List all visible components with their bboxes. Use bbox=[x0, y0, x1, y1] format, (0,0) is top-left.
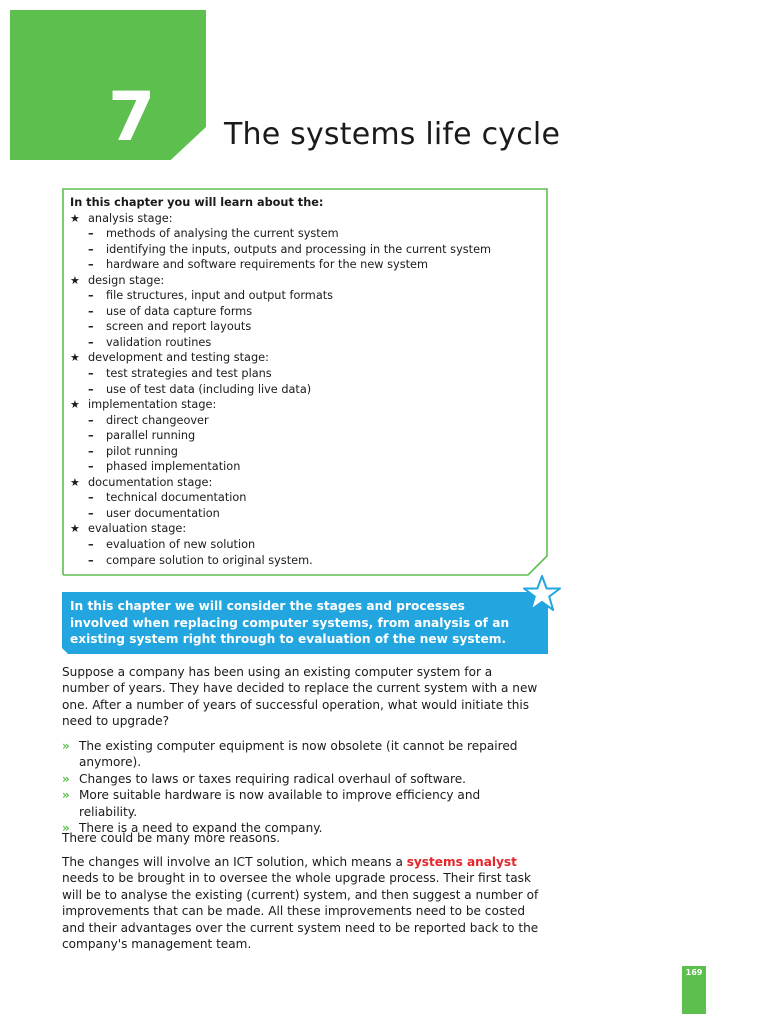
dash-bullet: – bbox=[88, 506, 94, 520]
dash-bullet: – bbox=[88, 491, 94, 505]
reason-list bbox=[62, 738, 542, 836]
dash-bullet: – bbox=[88, 227, 94, 241]
stage-item bbox=[70, 397, 540, 413]
dash-bullet: – bbox=[88, 242, 94, 256]
stage-item bbox=[70, 521, 540, 537]
subitem-text: user documentation bbox=[106, 506, 220, 520]
subitem-text: file structures, input and output formats bbox=[106, 289, 334, 303]
subitem-text: screen and report layouts bbox=[106, 320, 252, 334]
subitem-text: compare solution to original system. bbox=[106, 553, 313, 567]
stage-label: analysis stage: bbox=[88, 211, 173, 225]
reason-item bbox=[62, 771, 542, 787]
dash-bullet: – bbox=[88, 335, 94, 349]
subitem-text: test strategies and test plans bbox=[106, 367, 272, 381]
dash-bullet: – bbox=[88, 460, 94, 474]
paragraph-more-reasons: There could be many more reasons. bbox=[62, 831, 281, 845]
stage-label: design stage: bbox=[88, 273, 165, 287]
stage-subitem bbox=[70, 242, 540, 258]
learn-heading: In this chapter you will learn about the: bbox=[70, 196, 324, 209]
chapter-number: 7 bbox=[108, 78, 156, 157]
stage-subitem bbox=[70, 257, 540, 273]
double-chevron-icon: » bbox=[62, 821, 70, 836]
stage-label: documentation stage: bbox=[88, 475, 213, 489]
star-icon: ★ bbox=[70, 273, 80, 287]
double-chevron-icon: » bbox=[62, 788, 70, 803]
stage-label: evaluation stage: bbox=[88, 522, 187, 536]
subitem-text: use of data capture forms bbox=[106, 304, 253, 318]
subitem-text: parallel running bbox=[106, 429, 196, 443]
stage-subitem bbox=[70, 319, 540, 335]
dash-bullet: – bbox=[88, 320, 94, 334]
reason-text: There is a need to expand the company. bbox=[79, 821, 323, 836]
stage-subitem bbox=[70, 304, 540, 320]
stage-subitem bbox=[70, 444, 540, 460]
stage-list bbox=[70, 211, 540, 569]
p3-after: needs to be brought in to oversee the whole upgrade process. Their first task will be to analyse the existing (current) system, and then suggest a number of improvements that can be made. All these improvements need to be costed and their advantages over the current system need to be reported back to the company's management team. bbox=[62, 871, 539, 952]
stage-subitem bbox=[70, 506, 540, 522]
stage-label: development and testing stage: bbox=[88, 351, 269, 365]
subitem-text: evaluation of new solution bbox=[106, 538, 256, 552]
stage-subitem bbox=[70, 490, 540, 506]
stage-subitem bbox=[70, 366, 540, 382]
stage-subitem bbox=[70, 537, 540, 553]
reason-text: More suitable hardware is now available to improve efficiency and reliability. bbox=[79, 788, 481, 819]
dash-bullet: – bbox=[88, 444, 94, 458]
paragraph-intro: Suppose a company has been using an existing computer system for a number of years. They have decided to replace the current system with a new one. After a number of years of successful operation, what would initiate this need to upgrade? bbox=[62, 665, 538, 729]
stage-label: implementation stage: bbox=[88, 398, 217, 412]
star-outline-icon bbox=[522, 574, 562, 614]
stage-item bbox=[70, 273, 540, 289]
subitem-text: technical documentation bbox=[106, 491, 247, 505]
dash-bullet: – bbox=[88, 258, 94, 272]
stage-item bbox=[70, 211, 540, 227]
stage-item bbox=[70, 475, 540, 491]
dash-bullet: – bbox=[88, 413, 94, 427]
subitem-text: identifying the inputs, outputs and processing in the current system bbox=[106, 242, 492, 256]
stage-subitem bbox=[70, 459, 540, 475]
double-chevron-icon: » bbox=[62, 771, 70, 786]
learn-box bbox=[70, 195, 540, 568]
p3-before: The changes will involve an ICT solution, which means a bbox=[62, 855, 407, 869]
reason-text: Changes to laws or taxes requiring radical overhaul of software. bbox=[79, 771, 467, 786]
subitem-text: validation routines bbox=[106, 335, 212, 349]
chapter-title: The systems life cycle bbox=[224, 117, 561, 152]
star-icon: ★ bbox=[70, 211, 80, 225]
stage-subitem bbox=[70, 428, 540, 444]
dash-bullet: – bbox=[88, 382, 94, 396]
stage-subitem bbox=[70, 382, 540, 398]
intro-text: In this chapter we will consider the stages and processes involved when replacing computer systems, from analysis of an existing system right through to evaluation of the new system. bbox=[70, 599, 510, 646]
stage-subitem bbox=[70, 413, 540, 429]
subitem-text: hardware and software requirements for the new system bbox=[106, 258, 428, 272]
dash-bullet: – bbox=[88, 289, 94, 303]
stage-subitem bbox=[70, 226, 540, 242]
subitem-text: pilot running bbox=[106, 444, 178, 458]
reason-item bbox=[62, 738, 542, 771]
star-icon: ★ bbox=[70, 475, 80, 489]
stage-subitem bbox=[70, 288, 540, 304]
stage-subitem bbox=[70, 335, 540, 351]
keyword-systems-analyst: systems analyst bbox=[406, 855, 517, 869]
stage-subitem bbox=[70, 553, 540, 569]
stage-item bbox=[70, 350, 540, 366]
subitem-text: methods of analysing the current system bbox=[106, 227, 339, 241]
double-chevron-icon: » bbox=[62, 739, 70, 753]
subitem-text: phased implementation bbox=[106, 460, 241, 474]
dash-bullet: – bbox=[88, 553, 94, 567]
subitem-text: direct changeover bbox=[106, 413, 209, 427]
dash-bullet: – bbox=[88, 538, 94, 552]
star-icon: ★ bbox=[70, 351, 80, 365]
dash-bullet: – bbox=[88, 367, 94, 381]
page-number: 169 bbox=[685, 968, 703, 977]
dash-bullet: – bbox=[88, 304, 94, 318]
paragraph-systems-analyst bbox=[62, 854, 542, 952]
reason-item bbox=[62, 787, 542, 820]
star-icon: ★ bbox=[70, 398, 80, 412]
reason-text: The existing computer equipment is now obsolete (it cannot be repaired anymore). bbox=[79, 739, 518, 770]
star-icon: ★ bbox=[70, 522, 80, 536]
dash-bullet: – bbox=[88, 429, 94, 443]
subitem-text: use of test data (including live data) bbox=[106, 382, 312, 396]
